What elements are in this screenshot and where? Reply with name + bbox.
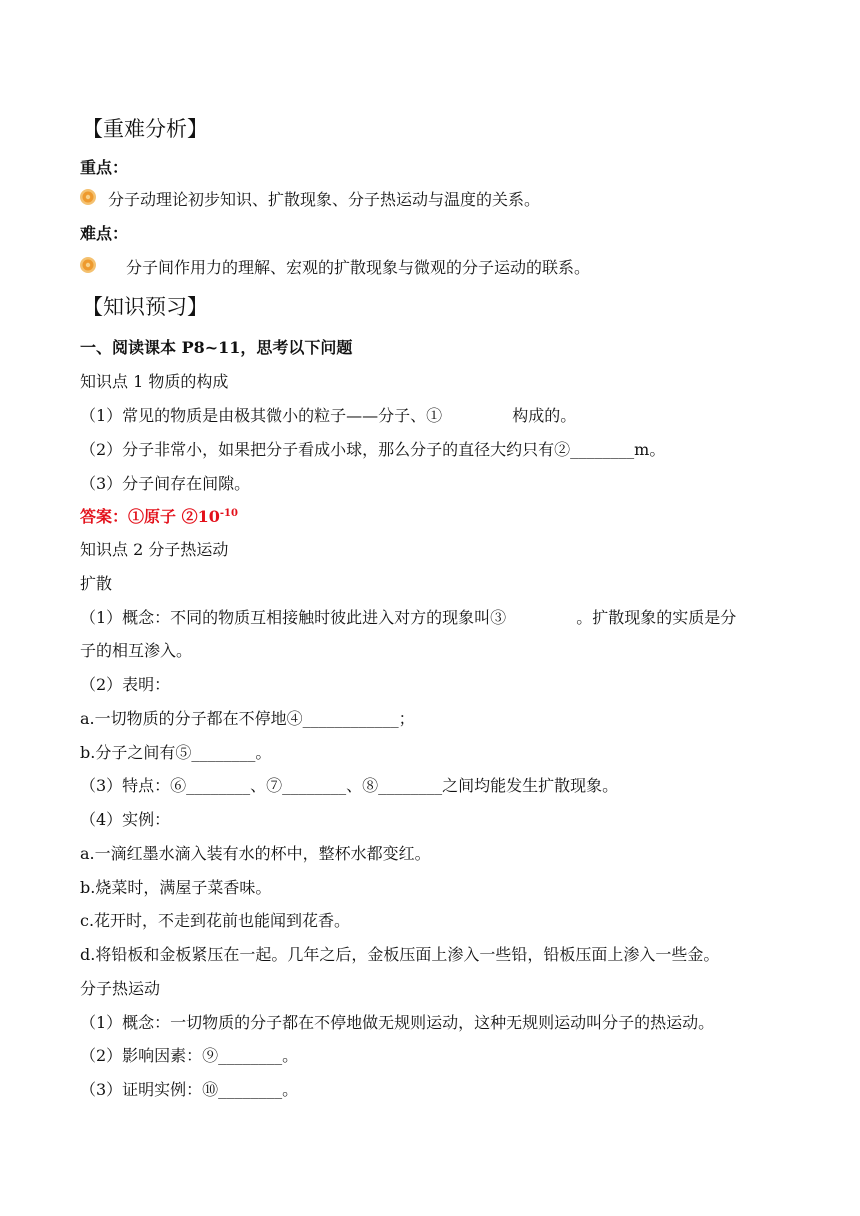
diffusion-features: （3）特点：⑥________、⑦________、⑧________之间均能发生扩散现象。	[80, 776, 619, 795]
example-b: b.烧菜时，满屋子菜香味。	[80, 878, 272, 897]
answer-line	[80, 507, 238, 527]
kp1-line-1-a: （1）常见的物质是由极其微小的粒子——分子、①	[80, 406, 443, 425]
knowledge-point-2-title: 知识点 2 分子热运动	[80, 540, 229, 559]
diffusion-heading: 扩散	[80, 574, 113, 593]
flower-bullet-icon	[79, 188, 97, 206]
diffusion-shows: （2）表明：	[80, 675, 171, 694]
kp1-line-2: （2）分子非常小，如果把分子看成小球，那么分子的直径大约只有②________m。	[80, 440, 666, 459]
difficulty-text: 分子间作用力的理解、宏观的扩散现象与微观的分子运动的联系。	[126, 258, 591, 277]
kp1-line-1-b: 构成的。	[512, 406, 577, 425]
diffusion-shows-a: a.一切物质的分子都在不停地④____________；	[80, 709, 415, 728]
knowledge-point-1-title: 知识点 1 物质的构成	[80, 372, 229, 391]
example-d: d.将铅板和金板紧压在一起。几年之后，金板压面上渗入一些铅，铅板压面上渗入一些金。	[80, 945, 720, 964]
heading-analysis: 【重难分析】	[82, 117, 208, 141]
key-points-label: 重点：	[80, 158, 129, 177]
diffusion-shows-b: b.分子之间有⑤________。	[80, 743, 272, 762]
diffusion-concept-a: （1）概念：不同的物质互相接触时彼此进入对方的现象叫③	[80, 608, 507, 627]
example-a: a.一滴红墨水滴入装有水的杯中，整杯水都变红。	[80, 844, 431, 863]
kp1-line-3: （3）分子间存在间隙。	[80, 474, 251, 493]
diffusion-examples: （4）实例：	[80, 810, 171, 829]
diffusion-concept-cont: 子的相互渗入。	[80, 641, 193, 660]
kp1-line-1	[80, 406, 576, 426]
thermal-factors: （2）影响因素：⑨________。	[80, 1046, 299, 1065]
flower-bullet-icon	[79, 256, 97, 274]
reading-instruction: 一、阅读课本 P8~11，思考以下问题	[80, 338, 353, 357]
heading-preview: 【知识预习】	[82, 295, 208, 319]
example-c: c.花开时，不走到花前也能闻到花香。	[80, 911, 351, 930]
answer-text: 答案：①原子 ②10	[80, 507, 220, 526]
thermal-examples: （3）证明实例：⑩________。	[80, 1080, 299, 1099]
thermal-motion-heading: 分子热运动	[80, 979, 161, 998]
answer-exponent: -10	[219, 508, 238, 519]
key-points-text: 分子动理论初步知识、扩散现象、分子热运动与温度的关系。	[108, 190, 541, 209]
diffusion-concept	[80, 608, 736, 628]
thermal-concept: （1）概念：一切物质的分子都在不停地做无规则运动，这种无规则运动叫分子的热运动。	[80, 1013, 715, 1032]
diffusion-concept-b: 。扩散现象的实质是分	[576, 608, 737, 627]
difficulty-label: 难点：	[80, 224, 129, 243]
